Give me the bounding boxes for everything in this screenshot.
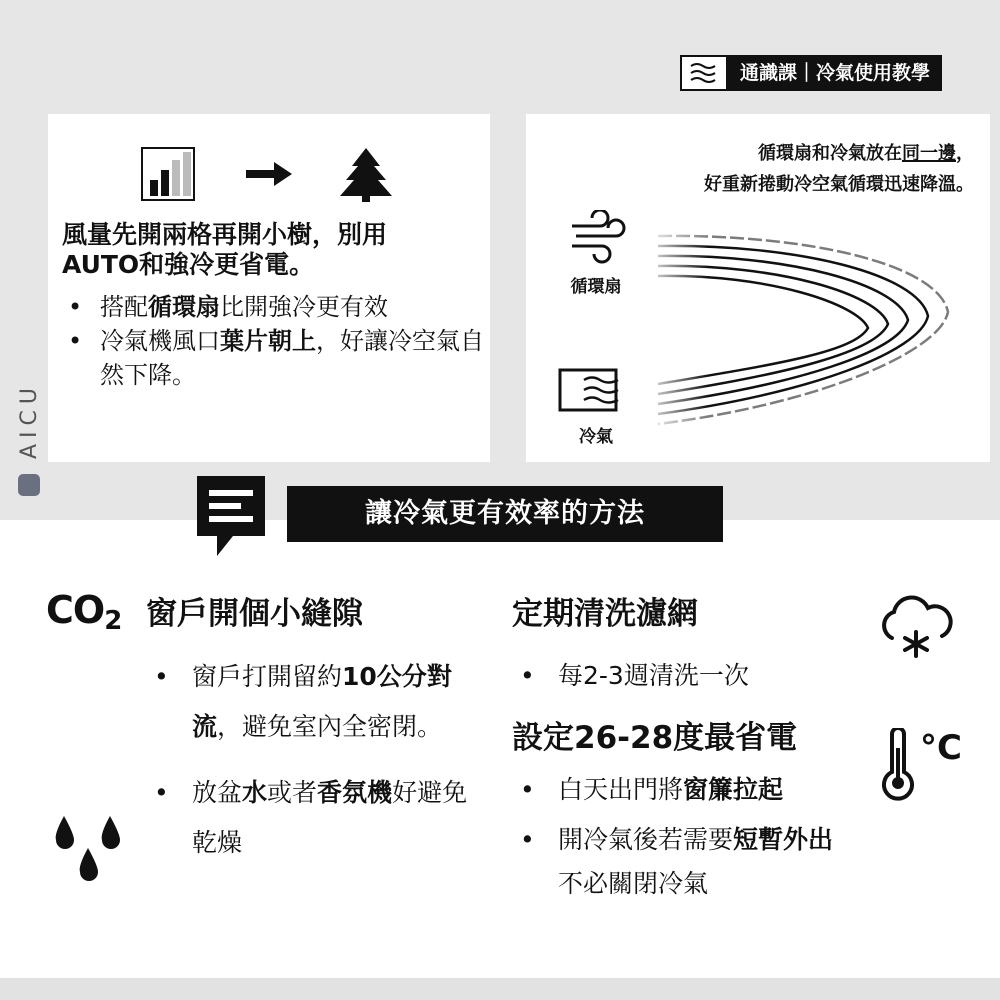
air-conditioner-icon <box>556 366 636 416</box>
list-item: • 每2-3週清洗一次 <box>516 654 846 698</box>
placement-note: 循環扇和冷氣放在同一邊， 好重新捲動冷空氣循環迅速降溫。 <box>704 143 974 195</box>
list-item: • 白天出門將窗簾拉起 <box>516 768 846 812</box>
fan-block <box>556 210 636 300</box>
list-item: • 冷氣機風口葉片朝上，好讓冷空氣自然下降。 <box>64 324 484 392</box>
header-label: 通識課｜冷氣使用教學 <box>728 55 942 91</box>
window-tips <box>150 652 490 868</box>
fan-level-icons <box>136 146 396 202</box>
wind-icon <box>556 210 636 266</box>
section-banner: 讓冷氣更有效率的方法 <box>287 486 723 542</box>
signal-bars-icon <box>142 148 194 200</box>
list-item: • 放盆水或者香氛機好避免乾燥 <box>150 768 490 868</box>
thermometer-icon <box>878 728 974 802</box>
tree-icon <box>340 148 392 202</box>
brand-text: AICU <box>16 381 42 459</box>
brand-logo-icon <box>18 474 40 496</box>
filter-heading: 定期清洗濾網 <box>512 596 698 632</box>
ac-label: 冷氣 <box>579 427 613 447</box>
temperature-tips <box>516 768 846 906</box>
list-item: • 窗戶打開留約10公分對流，避免室內全密閉。 <box>150 652 490 752</box>
tip-card-placement <box>526 114 990 462</box>
temperature-heading: 設定26-28度最省電 <box>512 720 798 756</box>
card-title: 風量先開兩格再開小樹，別用 AUTO和強冷更省電。 <box>62 220 388 279</box>
list-item: • 開冷氣後若需要短暫外出不必關閉冷氣 <box>516 818 846 906</box>
snow-cloud-icon <box>876 594 956 664</box>
tip-card-fan-speed <box>48 114 490 462</box>
window-heading: 窗戶開個小縫隙 <box>146 596 363 632</box>
filter-tips <box>516 654 846 698</box>
fan-label: 循環扇 <box>570 277 622 297</box>
chat-bubble-icon <box>193 472 269 560</box>
ac-block <box>556 366 636 456</box>
list-item: • 搭配循環扇比開強冷更有效 <box>64 290 484 324</box>
arrow-right-icon <box>246 162 292 186</box>
water-drops-icon <box>52 812 132 888</box>
airflow-curve <box>648 224 978 434</box>
co2-label: $CO_2$ <box>46 588 122 636</box>
wind-box-icon <box>680 55 728 91</box>
bottom-strip <box>0 978 1000 1000</box>
celsius-unit: °C <box>920 728 962 768</box>
tip-list <box>64 290 484 392</box>
side-brand <box>14 370 44 500</box>
header-badge <box>680 55 942 91</box>
